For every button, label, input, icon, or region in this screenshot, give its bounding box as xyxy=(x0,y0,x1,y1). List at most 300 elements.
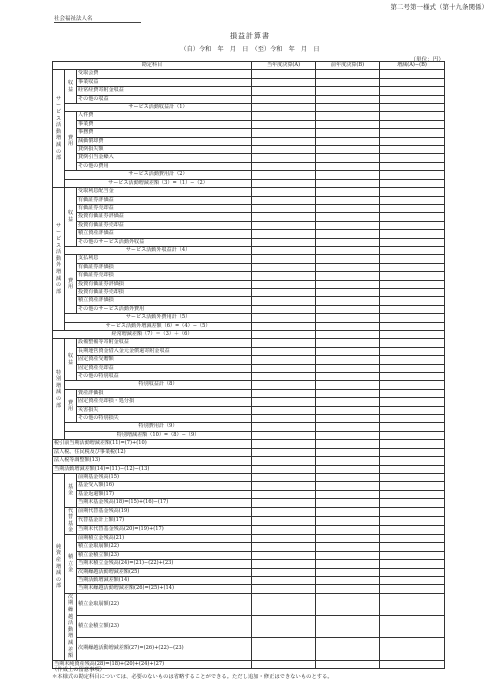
amount-cell xyxy=(316,129,380,137)
amount-cell xyxy=(380,543,445,551)
amount-cell xyxy=(380,347,445,355)
amount-cell xyxy=(380,280,445,288)
amount-cell xyxy=(252,322,316,330)
amount-cell xyxy=(380,179,445,187)
table-row xyxy=(53,347,445,355)
amount-cell xyxy=(316,482,380,490)
table-row xyxy=(53,525,445,534)
table-row xyxy=(53,568,445,576)
section4-label xyxy=(53,473,65,660)
table-row xyxy=(53,543,445,551)
amount-cell xyxy=(380,171,445,179)
amount-cell xyxy=(252,297,316,305)
amount-cell xyxy=(380,112,445,120)
amount-cell xyxy=(380,78,445,86)
table-row xyxy=(53,473,445,481)
difference-label: 特別増減差額（10）=（8）−（9） xyxy=(65,431,252,439)
amount-cell xyxy=(252,314,316,322)
amount-cell xyxy=(316,534,380,542)
amount-cell xyxy=(252,560,316,568)
amount-cell xyxy=(252,137,316,145)
account-label: 受取利息配当金 xyxy=(77,188,252,196)
amount-cell xyxy=(316,381,380,389)
amount-cell xyxy=(380,534,445,542)
section2-expense-group xyxy=(65,255,77,314)
table-row xyxy=(53,560,445,568)
amount-cell xyxy=(316,95,380,103)
amount-cell xyxy=(316,638,380,660)
amount-cell xyxy=(316,593,380,615)
account-label: 当期末繰越活動増減差額(26)=(25)+(14) xyxy=(77,585,252,593)
account-label: 有価証券評価損 xyxy=(77,263,252,271)
amount-cell xyxy=(380,137,445,145)
amount-cell xyxy=(316,179,380,187)
account-label: 積立金取崩額(22) xyxy=(77,543,252,551)
account-label: その他のサービス活動外収益 xyxy=(77,238,252,246)
amount-cell xyxy=(380,263,445,271)
amount-cell xyxy=(252,272,316,280)
account-label: 前期積立金残高(21) xyxy=(77,534,252,542)
amount-cell xyxy=(316,389,380,397)
section1-income-group-text: 収益 xyxy=(67,80,74,93)
table-row xyxy=(53,389,445,397)
table-row xyxy=(53,314,445,322)
amount-cell xyxy=(380,272,445,280)
table-row xyxy=(53,162,445,170)
amount-cell xyxy=(380,188,445,196)
account-label: 当期末代替基金残高(20)=(19)+(17) xyxy=(77,525,252,534)
amount-cell xyxy=(316,331,380,339)
amount-cell xyxy=(316,560,380,568)
account-label: 事務費 xyxy=(77,129,252,137)
amount-cell xyxy=(252,204,316,212)
table-row xyxy=(53,238,445,246)
amount-cell xyxy=(316,339,380,347)
table-row xyxy=(53,204,445,212)
account-label: 積立金取崩額(22) xyxy=(77,593,252,615)
amount-cell xyxy=(252,440,316,448)
account-label: 積立資産評価益 xyxy=(77,230,252,238)
amount-cell xyxy=(316,398,380,406)
amount-cell xyxy=(380,120,445,128)
amount-cell xyxy=(380,356,445,364)
subtotal-label: サービス活動外収益計（4） xyxy=(65,246,252,254)
amount-cell xyxy=(380,162,445,170)
account-label: 前期代替基金残高(19) xyxy=(77,507,252,516)
amount-cell xyxy=(380,364,445,372)
summary-label: 法人税、住民税及び事業税(12) xyxy=(53,448,252,456)
amount-cell xyxy=(316,263,380,271)
amount-cell xyxy=(252,87,316,95)
account-label: 次期繰越活動増減差額(27)=(26)+(22)−(23) xyxy=(77,638,252,660)
table-row xyxy=(53,305,445,313)
amount-cell xyxy=(380,473,445,481)
amount-cell xyxy=(252,331,316,339)
account-label: 投資有価証券評価損 xyxy=(77,280,252,288)
summary-label: 法人税等調整額(13) xyxy=(53,457,252,465)
subtotal-label: サービス活動費用計（2） xyxy=(65,171,252,179)
table-row xyxy=(53,398,445,406)
table-row xyxy=(53,297,445,305)
section2-label-text: サービス活動外増減の部 xyxy=(55,222,62,295)
amount-cell xyxy=(252,356,316,364)
amount-cell xyxy=(380,440,445,448)
amount-cell xyxy=(380,221,445,229)
subtotal-label: サービス活動収益計（1） xyxy=(65,104,252,112)
amount-cell xyxy=(252,576,316,584)
amount-cell xyxy=(252,347,316,355)
amount-cell xyxy=(380,568,445,576)
section3-income-group-text: 収益 xyxy=(67,353,74,366)
amount-cell xyxy=(380,398,445,406)
amount-cell xyxy=(316,364,380,372)
amount-cell xyxy=(316,171,380,179)
amount-cell xyxy=(380,576,445,584)
amount-cell xyxy=(252,238,316,246)
section3-label-text: 特別増減の部 xyxy=(55,369,62,409)
amount-cell xyxy=(252,230,316,238)
table-row xyxy=(53,490,445,498)
amount-cell xyxy=(316,272,380,280)
amount-cell xyxy=(252,389,316,397)
amount-cell xyxy=(316,499,380,507)
amount-cell xyxy=(316,78,380,86)
section1-label-text: サービス活動増減の部 xyxy=(55,95,62,162)
amount-cell xyxy=(380,230,445,238)
amount-cell xyxy=(316,465,380,473)
table-row xyxy=(53,171,445,179)
amount-cell xyxy=(252,448,316,456)
amount-cell xyxy=(316,137,380,145)
section3-expense-group xyxy=(65,389,77,423)
amount-cell xyxy=(252,280,316,288)
table-row xyxy=(53,499,445,507)
amount-cell xyxy=(380,238,445,246)
account-label: 有価証券売却損 xyxy=(77,272,252,280)
subtotal-label: 特別費用計（9） xyxy=(65,423,252,431)
section2-label xyxy=(53,188,65,331)
account-label: 人件費 xyxy=(77,112,252,120)
amount-cell xyxy=(380,585,445,593)
subtotal-label: サービス活動外費用計（5） xyxy=(65,314,252,322)
amount-cell xyxy=(252,534,316,542)
table-row xyxy=(53,230,445,238)
amount-cell xyxy=(252,568,316,576)
table-row xyxy=(53,516,445,525)
amount-cell xyxy=(316,415,380,423)
account-label: 固定資産売却損・処分損 xyxy=(77,398,252,406)
table-row xyxy=(53,272,445,280)
amount-cell xyxy=(252,415,316,423)
amount-cell xyxy=(252,221,316,229)
amount-cell xyxy=(316,246,380,254)
table-row xyxy=(53,280,445,288)
amount-cell xyxy=(316,431,380,439)
table-row xyxy=(53,373,445,381)
amount-cell xyxy=(380,465,445,473)
amount-cell xyxy=(316,525,380,534)
amount-cell xyxy=(380,423,445,431)
account-label: 設備整備等寄附金収益 xyxy=(77,339,252,347)
amount-cell xyxy=(252,616,316,638)
account-label: 事業費 xyxy=(77,120,252,128)
amount-cell xyxy=(380,593,445,615)
amount-cell xyxy=(380,305,445,313)
table-row xyxy=(53,534,445,542)
account-label: その他のサービス活動外費用 xyxy=(77,305,252,313)
amount-cell xyxy=(316,440,380,448)
amount-cell xyxy=(316,204,380,212)
account-label: 当期末基金残高(18)=(15)+(16)−(17) xyxy=(77,499,252,507)
table-row xyxy=(53,593,445,615)
section1-expense-group-text: 費用 xyxy=(67,134,74,148)
amount-cell xyxy=(380,95,445,103)
amount-cell xyxy=(252,171,316,179)
amount-cell xyxy=(380,70,445,78)
amount-cell xyxy=(316,490,380,498)
account-label: 支払利息 xyxy=(77,255,252,263)
table-row xyxy=(53,146,445,154)
account-label: 固定資産受贈額 xyxy=(77,356,252,364)
amount-cell xyxy=(252,305,316,313)
amount-cell xyxy=(316,356,380,364)
table-row xyxy=(53,406,445,414)
amount-cell xyxy=(316,507,380,516)
amount-cell xyxy=(316,221,380,229)
amount-cell xyxy=(316,322,380,330)
amount-cell xyxy=(252,638,316,660)
difference-label: サービス活動増減差額（3）=（1）−（2） xyxy=(65,179,252,187)
table-row xyxy=(53,322,445,330)
account-label: 投資有価証券評価益 xyxy=(77,213,252,221)
amount-cell xyxy=(252,516,316,525)
notes-line: ＊本様式の勘定科目については、必要のないものは省略することができる。ただし追加・修正はできないものとする。 xyxy=(52,674,333,680)
account-label: 減価償却費 xyxy=(77,137,252,145)
amount-cell xyxy=(380,560,445,568)
amount-cell xyxy=(380,314,445,322)
account-label: 資産評価損 xyxy=(77,389,252,397)
amount-cell xyxy=(380,373,445,381)
table-row xyxy=(53,339,445,347)
notes xyxy=(52,667,333,681)
amount-cell xyxy=(380,339,445,347)
table-row xyxy=(53,482,445,490)
amount-cell xyxy=(316,406,380,414)
section1-income-group xyxy=(65,70,77,104)
amount-cell xyxy=(380,406,445,414)
section4-kuri-group xyxy=(65,593,77,660)
account-label: 長期運営資金借入金元金償還寄附金収益 xyxy=(77,347,252,355)
summary-label: 税引前当期活動増減差額(11)=(7)+(10) xyxy=(53,440,252,448)
form-label: 第二号第一様式（第十九条関係） xyxy=(390,3,488,11)
account-label: 固定資産売却益 xyxy=(77,364,252,372)
account-label: 積立金積立額(23) xyxy=(77,551,252,559)
amount-cell xyxy=(380,154,445,162)
col-current: 当年度決算(A) xyxy=(252,62,316,70)
amount-cell xyxy=(380,415,445,423)
amount-cell xyxy=(252,551,316,559)
amount-cell xyxy=(252,406,316,414)
amount-cell xyxy=(380,457,445,465)
amount-cell xyxy=(252,263,316,271)
page-title: 損益計算書 xyxy=(230,32,270,40)
amount-cell xyxy=(380,246,445,254)
section3-label xyxy=(53,339,65,440)
section3-expense-group-text: 費用 xyxy=(67,399,74,413)
amount-cell xyxy=(252,473,316,481)
amount-cell xyxy=(252,104,316,112)
amount-cell xyxy=(252,246,316,254)
account-label: 貸倒損失額 xyxy=(77,146,252,154)
amount-cell xyxy=(252,188,316,196)
amount-cell xyxy=(380,616,445,638)
section4-label-text: 純資産増減の部 xyxy=(55,543,62,590)
section4-kikin-group xyxy=(65,473,77,507)
unit-label: （単位：円） xyxy=(410,57,444,63)
header-row xyxy=(53,62,445,70)
amount-cell xyxy=(380,213,445,221)
account-label: その他の収益 xyxy=(77,95,252,103)
table-row xyxy=(53,104,445,112)
amount-cell xyxy=(252,95,316,103)
amount-cell xyxy=(380,255,445,263)
account-label: 当期末積立金残高(24)=(21)−(22)+(23) xyxy=(77,560,252,568)
amount-cell xyxy=(316,305,380,313)
corporation-name: 社会福祉法人名 xyxy=(54,14,141,23)
table-row xyxy=(53,137,445,145)
section4-daitai-group-text: 代替基金 xyxy=(67,507,74,534)
amount-cell xyxy=(252,70,316,78)
section4-daitai-group xyxy=(65,507,77,534)
table-row xyxy=(53,616,445,638)
account-label: 投資有価証券売却損 xyxy=(77,288,252,296)
table-row xyxy=(53,179,445,187)
account-label: 受取会費 xyxy=(77,70,252,78)
table-row xyxy=(53,95,445,103)
amount-cell xyxy=(252,543,316,551)
amount-cell xyxy=(252,465,316,473)
section2-income-group xyxy=(65,188,77,247)
amount-cell xyxy=(316,120,380,128)
section4-tsumitate-group xyxy=(65,534,77,593)
account-label: 積立金積立額(23) xyxy=(77,616,252,638)
table-row xyxy=(53,78,445,86)
table-row xyxy=(53,129,445,137)
col-change: 増減(A)−(B) xyxy=(380,62,445,70)
difference-label: サービス活動外増減差額（6）=（4）−（5） xyxy=(65,322,252,330)
table-row xyxy=(53,196,445,204)
amount-cell xyxy=(252,593,316,615)
table-row xyxy=(53,120,445,128)
account-label: 代替基金計上額(17) xyxy=(77,516,252,525)
section4-kuri-group-text: 次期繰越活動増減差額 xyxy=(67,593,74,660)
amount-cell xyxy=(380,490,445,498)
amount-cell xyxy=(316,196,380,204)
amount-cell xyxy=(380,448,445,456)
amount-cell xyxy=(316,154,380,162)
amount-cell xyxy=(316,568,380,576)
amount-cell xyxy=(316,616,380,638)
amount-cell xyxy=(380,638,445,660)
account-label: 投資有価証券売却益 xyxy=(77,221,252,229)
amount-cell xyxy=(252,499,316,507)
table-row xyxy=(53,364,445,372)
net-assets-total-label: 当期末純資産残高(28)=(18)+(20)+(24)+(27) xyxy=(53,660,252,668)
summary-label: 当期活動増減差額(14)=(11)−(12)−(13) xyxy=(53,465,252,473)
section2-income-group-text: 収益 xyxy=(67,210,74,224)
table-row xyxy=(53,356,445,364)
amount-cell xyxy=(316,473,380,481)
account-label: 事業収益 xyxy=(77,78,252,86)
table-row xyxy=(53,423,445,431)
section4-tsumitate-group-text: 積立金 xyxy=(67,553,74,574)
amount-cell xyxy=(252,525,316,534)
amount-cell xyxy=(252,112,316,120)
table-row xyxy=(53,415,445,423)
amount-cell xyxy=(380,288,445,296)
amount-cell xyxy=(380,196,445,204)
amount-cell xyxy=(316,448,380,456)
amount-cell xyxy=(252,482,316,490)
amount-cell xyxy=(316,213,380,221)
table-row xyxy=(53,112,445,120)
table-row xyxy=(53,431,445,439)
amount-cell xyxy=(252,154,316,162)
amount-cell xyxy=(380,87,445,95)
amount-cell xyxy=(380,551,445,559)
table-row xyxy=(53,70,445,78)
account-label: 貸倒引当金繰入 xyxy=(77,154,252,162)
amount-cell xyxy=(380,516,445,525)
section1-expense-group xyxy=(65,112,77,171)
amount-cell xyxy=(380,146,445,154)
account-label: その他の特別収益 xyxy=(77,373,252,381)
amount-cell xyxy=(252,213,316,221)
table-row xyxy=(53,188,445,196)
notes-heading: （作成上の留意事項） xyxy=(52,667,105,673)
amount-cell xyxy=(316,314,380,322)
amount-cell xyxy=(380,389,445,397)
amount-cell xyxy=(380,204,445,212)
amount-cell xyxy=(380,331,445,339)
amount-cell xyxy=(380,129,445,137)
amount-cell xyxy=(316,112,380,120)
amount-cell xyxy=(316,104,380,112)
section1-label xyxy=(53,70,65,188)
account-label: 基金返還額(17) xyxy=(77,490,252,498)
table-row xyxy=(53,288,445,296)
amount-cell xyxy=(252,196,316,204)
account-label: 有価証券評価益 xyxy=(77,196,252,204)
table-row xyxy=(53,638,445,660)
table-row xyxy=(53,507,445,516)
amount-cell xyxy=(316,238,380,246)
section4-kikin-group-text: 基金 xyxy=(67,483,74,497)
amount-cell xyxy=(380,322,445,330)
table-row xyxy=(53,263,445,271)
account-label: 当期活動増減差額(14) xyxy=(77,576,252,584)
amount-cell xyxy=(316,280,380,288)
amount-cell xyxy=(252,339,316,347)
amount-cell xyxy=(252,146,316,154)
amount-cell xyxy=(252,381,316,389)
amount-cell xyxy=(252,120,316,128)
table-row xyxy=(53,576,445,584)
amount-cell xyxy=(252,129,316,137)
amount-cell xyxy=(316,576,380,584)
account-label: 経常経費寄附金収益 xyxy=(77,87,252,95)
amount-cell xyxy=(252,373,316,381)
